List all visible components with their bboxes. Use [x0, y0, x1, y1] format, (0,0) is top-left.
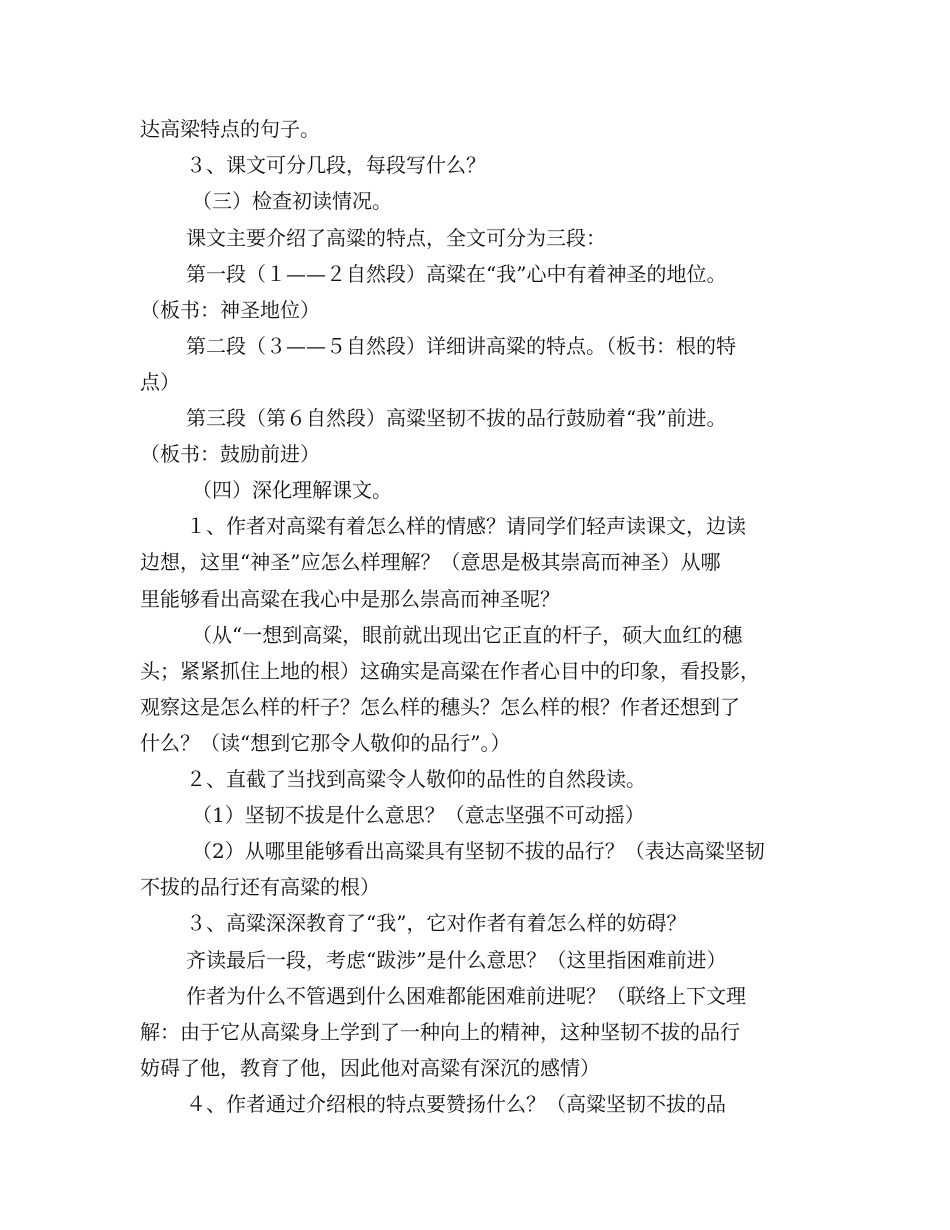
text-line: 边想，这里“神圣”应怎么样理解？（意思是极其崇高而神圣）从哪 [140, 550, 721, 574]
text-line: 课文主要介绍了高粱的特点，全文可分为三段： [186, 226, 606, 250]
text-line: 齐读最后一段，考虑“跋涉”是什么意思？（这里指困难前进） [186, 948, 727, 972]
text-line: （板书：神圣地位） [140, 298, 320, 322]
text-line: 什么？（读“想到它那令人敬仰的品行”。） [140, 731, 511, 755]
text-line: ４、作者通过介绍根的特点要赞扬什么？（高粱坚韧不拔的品 [186, 1092, 726, 1116]
text-line: 观察这是怎么样的杆子？怎么样的穗头？怎么样的根？作者还想到了 [140, 695, 740, 719]
text-line: ３、课文可分几段，每段写什么？ [186, 153, 486, 177]
text-line: 作者为什么不管遇到什么困难都能困难前进呢？（联络上下文理 [186, 984, 746, 1008]
text-line: 第一段（１——２自然段）高粱在“我”心中有着神圣的地位。 [186, 262, 727, 286]
text-line: 妨碍了他，教育了他，因此他对高粱有深沉的感情） [140, 1056, 600, 1080]
text-line: 解：由于它从高粱身上学到了一种向上的精神，这种坚韧不拔的品行 [140, 1020, 740, 1044]
text-line: 第三段（第６自然段）高粱坚韧不拔的品行鼓励着“我”前进。 [186, 406, 727, 430]
text-line: 不拔的品行还有高粱的根） [140, 875, 380, 899]
text-line: 第二段（３——５自然段）详细讲高粱的特点。（板书：根的特 [186, 334, 736, 358]
section-heading: （四）深化理解课文。 [192, 478, 392, 502]
text-line: （2）从哪里能够看出高粱具有坚韧不拔的品行？（表达高粱坚韧 [192, 839, 765, 863]
section-heading: （三）检查初读情况。 [192, 189, 392, 213]
text-line: （从“一想到高粱，眼前就出现出它正直的杆子，硕大血红的穗 [192, 623, 743, 647]
text-line: 里能够看出高粱在我心中是那么崇高而神圣呢？ [140, 587, 560, 611]
text-line: ２、直截了当找到高粱令人敬仰的品性的自然段读。 [186, 767, 646, 791]
text-line: １、作者对高粱有着怎么样的情感？请同学们轻声读课文，边读 [186, 514, 746, 538]
text-line: 达高梁特点的句子。 [140, 117, 320, 141]
text-line: （板书：鼓励前进） [140, 442, 320, 466]
text-line: ３、高粱深深教育了“我”，它对作者有着怎么样的妨碍？ [186, 911, 687, 935]
text-line: 点） [140, 370, 180, 394]
text-line: 头；紧紧抓住上地的根）这确实是高粱在作者心目中的印象，看投影， [140, 659, 760, 683]
text-line: （1）坚韧不拔是什么意思？（意志坚强不可动摇） [192, 803, 645, 827]
